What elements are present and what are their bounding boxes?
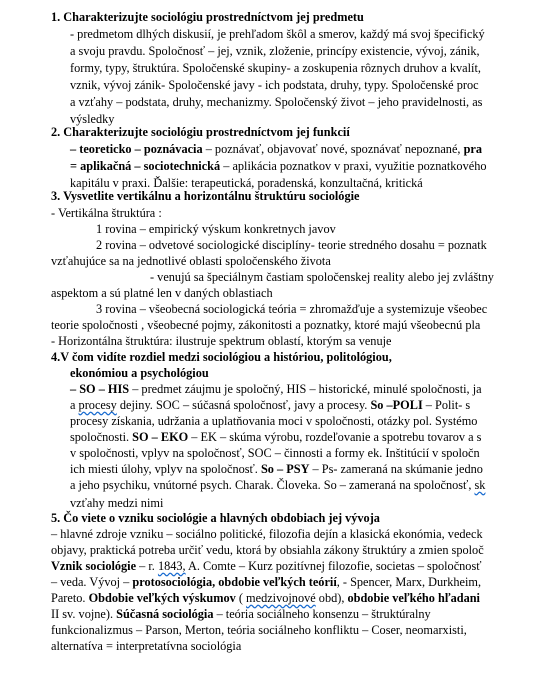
text-line — [70, 95, 482, 110]
text-run: a jeho psychiku, vnútorné psych. Charak. Človeka. So – zameraná na spoločnosť, — [70, 478, 475, 492]
text-run: – EK – skúma výrobu, rozdeľovanie a spotrebu tovarov a s — [188, 430, 482, 444]
bold-run: – SO – HIS — [70, 382, 130, 396]
text-run: a vzťahy – podstata, druhy, mechanizmy. Spoločenský život – jeho pravidelnosti, as — [70, 95, 483, 109]
spellcheck-flagged-run: medzivojnové — [246, 591, 316, 605]
text-run: 3 rovina – všeobecná sociologická teória = zhromažďuje a systemizuje všeobec — [96, 302, 488, 316]
spellcheck-flagged-run: procesy — [78, 398, 117, 412]
text-run: – Polit- s — [422, 398, 471, 412]
text-run: 1 rovina – empirický výskum konkretnych javov — [96, 222, 336, 236]
text-line — [51, 623, 467, 638]
text-line — [70, 382, 482, 397]
text-run: kapitálu v praxi. Ďalšie: terapeutická, poradenská, konzultačná, kritická — [70, 176, 423, 190]
text-run: a svoju pravdu. Spoločnosť – jej, vznik, zloženie, princípy existencie, vývoj, zánik, — [70, 44, 480, 58]
text-run: a — [70, 398, 79, 412]
text-line — [51, 511, 380, 526]
text-run: objavy, praktická potreba určiť vedu, ktorá by obsiahla zákony štruktúry a zmien spoloč — [51, 543, 484, 557]
spellcheck-flagged-run: 1843, — [157, 559, 186, 573]
bold-run: Obdobie veľkých výskumov — [88, 591, 236, 605]
text-run: – teória sociálneho konsenzu – štruktúralny — [213, 607, 431, 621]
bold-run: 4.V čom vidíte rozdiel medzi sociológiou a históriou, politológiou, — [51, 350, 392, 364]
text-run: - Vertikálna štruktúra : — [51, 206, 162, 220]
text-line — [70, 478, 485, 493]
text-run: výsledky — [70, 112, 115, 126]
bold-run: obdobie veľkého hľadani — [347, 591, 480, 605]
text-line — [70, 446, 480, 461]
text-run: 2 rovina – odvetové sociologické disciplíny- teorie stredného dosahu = poznatk — [96, 238, 487, 252]
text-run: funkcionalizmus – Parson, Merton, teória sociálneho konfliktu – Coser, neomarxisti, — [51, 623, 467, 637]
text-line — [70, 142, 482, 157]
bold-run: So –POLI — [370, 398, 423, 412]
bold-run: So – PSY — [260, 462, 310, 476]
bold-run: = aplikačná – sociotechnická — [70, 159, 221, 173]
bold-run: 5. Čo viete o vzniku sociológie a hlavných obdobiach jej vývoja — [51, 511, 380, 525]
bold-run: 2. Charakterizujte sociológiu prostredníctvom jej funkcií — [51, 125, 350, 139]
text-line — [51, 575, 481, 590]
text-run: – hlavné zdroje vzniku – sociálno politické, filozofia dejín a klasická ekonómia, vedeck — [51, 527, 483, 541]
text-run: – predmet záujmu je spoločný, HIS – historické, minulé spoločnosti, ja — [129, 382, 482, 396]
text-line — [96, 222, 336, 237]
text-run: A. Comte – Kurz pozitívnej filozofie, societas – spoločnosť — [185, 559, 482, 573]
text-run: II sv. vojne). — [51, 607, 117, 621]
bold-run: 1. Charakterizujte sociológiu prostredníctvom jej predmetu — [51, 10, 364, 24]
text-run: - venujú sa špeciálnym častiam spoločenskej reality alebo jej zvláštny — [150, 270, 494, 284]
text-run: - Horizontálna štruktúra: ilustruje spektrum oblastí, ktorým sa venuje — [51, 334, 392, 348]
text-line — [51, 254, 331, 269]
text-run: – Ps- zameraná na skúmanie jedno — [309, 462, 483, 476]
text-run: alternatíva = interpretatívna sociológia — [51, 639, 242, 653]
text-line — [70, 159, 487, 174]
text-run: ( — [235, 591, 247, 605]
text-run: formy, typy, štruktúra. Spoločenské skupiny- a zoskupenia rôznych druhov a kvalít, — [70, 61, 481, 75]
text-line — [51, 350, 392, 365]
text-run: – r. — [136, 559, 158, 573]
text-line — [70, 496, 163, 511]
bold-run: SO – EKO — [132, 430, 189, 444]
text-line — [70, 398, 470, 413]
bold-run: – teoreticko – poznávacia — [70, 142, 203, 156]
text-run: v spoločnosti, vplyv na spoločnosť, SOC – činnosti a formy ek. Inštitúcií v spoločn — [70, 446, 480, 460]
text-line — [96, 302, 487, 317]
text-line — [51, 125, 350, 140]
text-line — [51, 527, 483, 542]
text-run: – poznávať, objavovať nové, spoznávať nepoznané, — [202, 142, 464, 156]
text-run: – aplikácia poznatkov v praxi, využitie poznatkového — [220, 159, 487, 173]
text-run: aspektom a sú platné len v daných oblastiach — [51, 286, 273, 300]
text-run: dejiny. SOC – súčasná spoločnosť, javy a procesy. — [116, 398, 371, 412]
text-run: vznik, vývoj zánik- Spoločenské javy - ich podstata, druhy, typy. Spoločenské proc — [70, 78, 479, 92]
text-run: teorie spoločnosti , všeobecné pojmy, zákonitosti a poznatky, ktoré majú všeobecnú pla — [51, 318, 481, 332]
text-line — [70, 430, 481, 445]
bold-run: 3. Vysvetlite vertikálnu a horizontálnu štruktúru sociológie — [51, 189, 360, 203]
text-line — [70, 27, 485, 42]
text-line — [51, 189, 359, 204]
bold-run: ekonómiou a psychológiou — [70, 366, 209, 380]
text-line — [70, 414, 477, 429]
text-run: obd), — [315, 591, 348, 605]
text-run: – veda. Vývoj – — [51, 575, 133, 589]
text-run: vzťahy medzi nimi — [70, 496, 164, 510]
text-run: spoločnosti. — [70, 430, 133, 444]
text-line — [51, 559, 482, 574]
text-line — [70, 366, 209, 381]
spellcheck-flagged-run: sk — [474, 478, 486, 492]
bold-run: protosociológia, obdobie veľkých teórií — [132, 575, 337, 589]
text-line — [51, 10, 364, 25]
text-line — [51, 286, 273, 301]
bold-run: Súčasná sociológia — [116, 607, 214, 621]
text-line — [51, 591, 480, 606]
text-run: Pareto. — [51, 591, 89, 605]
text-line — [70, 61, 481, 76]
text-line — [51, 607, 431, 622]
text-line — [96, 238, 487, 253]
text-run: , - Spencer, Marx, Durkheim, — [336, 575, 482, 589]
text-run: - predmetom dlhých diskusií, je prehľadom škôl a smerov, každý má svoj špecifický — [70, 27, 485, 41]
text-line — [70, 78, 479, 93]
text-run: procesy získania, udržania a uplatňovania moci v spoločnosti, otázky pol. Systémo — [70, 414, 478, 428]
text-line — [51, 334, 391, 349]
text-run: ich miesti úlohy, vplyv na spoločnosť. — [70, 462, 261, 476]
text-line — [150, 270, 494, 285]
text-line — [70, 44, 480, 59]
text-run: vzťahujúce sa na jednotlivé oblasti spoločenského života — [51, 254, 331, 268]
text-line — [51, 318, 480, 333]
text-line — [51, 639, 241, 654]
bold-run: Vznik sociológie — [51, 559, 137, 573]
bold-run: pra — [463, 142, 483, 156]
text-line — [51, 206, 162, 221]
text-line — [51, 543, 484, 558]
text-line — [70, 462, 483, 477]
